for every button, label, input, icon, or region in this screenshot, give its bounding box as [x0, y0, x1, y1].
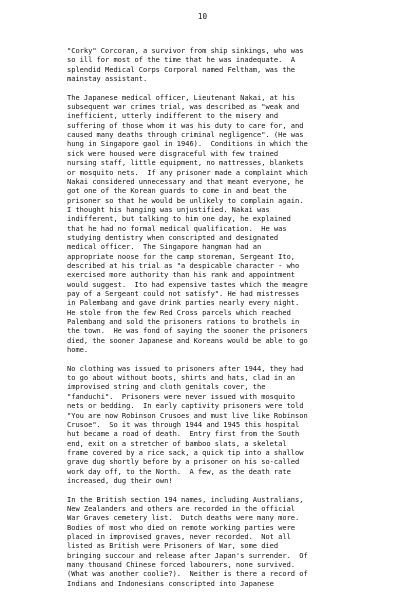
text-line: splendid Medical Corps Corporal named Feltham, was the [67, 64, 296, 74]
text-line: hut became a road of death. Entry first from the South [67, 429, 300, 439]
text-line: War Graves cemetery list. Dutch deaths were many more. [67, 513, 300, 523]
text-line: caused many deaths through criminal negligence". (He was [67, 130, 304, 140]
text-line: In the British section 194 names, including Australians, [67, 494, 304, 504]
text-line: placed in improvised graves, never recorded. Not all [67, 532, 291, 542]
text-line: end, exit on a stretcher of bamboo slats, a skeletal [67, 438, 287, 448]
text-line: in Palembang and gave drink parties nearly every night. [67, 298, 300, 308]
text-line: inefficient, utterly indifferent to the misery and [67, 111, 279, 121]
text-line: No clothing was issued to prisoners after 1944, they had [67, 363, 304, 373]
text-line: died, the sooner Japanese and Koreans would be able to go [67, 335, 308, 345]
text-line: medical officer. The Singapore hangman had an [67, 242, 262, 252]
text-line: described at his trial as "a despicable character - who [67, 260, 300, 270]
text-line: so ill for most of the time that he was inadequate. A [67, 55, 296, 65]
text-line: bringing succour and release after Japan's surrender. Of [67, 550, 308, 560]
text-line: subsequent war crimes trial, was described as "weak and [67, 102, 300, 112]
text-line: work day off, to the North. A few, as the death rate [67, 466, 291, 476]
text-line: pay of a Sergeant could not satisfy". He had mistresses [67, 288, 300, 298]
text-line: nets or bedding. In early captivity prisoners were told [67, 401, 304, 411]
text-line: exercised more authority than his rank and appointment [67, 270, 296, 280]
text-line: Palembang and sold the prisoners rations to brothels in [67, 317, 300, 327]
text-line: frame covered by a rice sack, a quick tip into a shallow [67, 447, 304, 457]
text-line: or mosquito nets. If any prisoner made a complaint which [67, 167, 308, 177]
text-line: "Corky" Corcoran, a survivor from ship sinkings, who was [67, 46, 304, 55]
page-number: 10 [197, 12, 208, 21]
text-line: studying dentistry when conscripted and designated [67, 232, 279, 242]
text-line: Nakai considered unnecessary and that meant everyone, he [67, 176, 304, 186]
text-line: (What was another coolie?). Neither is there a record of [67, 569, 308, 579]
text-line: indifferent, but talking to him one day, he explained [67, 214, 291, 224]
text-line: nursing staff, little equipment, no mattresses, blankets [67, 158, 304, 168]
text-line: improvised string and cloth genitals cover, the [67, 382, 266, 392]
text-line: He stole from the few Red Cross parcels which reached [67, 307, 291, 317]
text-line: appropriate noose for the camp storeman, Sergeant Ito, [67, 251, 296, 261]
text-line: "fanduchi". Prisoners were never issued with mosquito [67, 391, 296, 401]
page-body [67, 46, 387, 597]
text-line: that he had no formal medical qualification. He was [67, 223, 287, 233]
text-line: suffering of those whom it was his duty to care for, and [67, 120, 304, 130]
text-line: mainstay assistant. [67, 74, 148, 84]
paragraph [67, 364, 387, 485]
text-line: the town. He was fond of saying the sooner the prisoners [67, 326, 308, 336]
text-line: many thousand Chinese forced labourers, none survived. [67, 560, 296, 570]
text-line: Bodies of most who died on remote working parties were [67, 522, 296, 532]
text-line: would suggest. Ito had expensive tastes which the meagre [67, 279, 308, 289]
text-line: Indians and Indonesians conscripted into Japanese [67, 578, 274, 588]
text-line: increased, dug their own! [67, 475, 173, 485]
text-line: grave dug shortly before by a prisoner on his so-called [67, 457, 300, 467]
text-line: I thought his hanging was unjustified. Nakai was [67, 204, 270, 214]
text-line: home. [67, 345, 89, 355]
text-line: listed as British were Prisoners of War, some died [67, 541, 279, 551]
text-line: "You are now Robinson Crusoes and must live like Robinson [67, 410, 308, 420]
paragraph [67, 495, 387, 588]
text-line: The Japanese medical officer, Lieutenant Nakai, at his [67, 92, 296, 102]
text-line: Crusoe". So it was through 1944 and 1945 this hospital [67, 419, 300, 429]
text-line: prisoner so that he would be unlikely to complain again. [67, 195, 304, 205]
paragraph [67, 93, 387, 355]
text-line: New Zealanders and others are recorded in the official [67, 503, 296, 513]
text-line: hung in Singapore gaol in 1946). Conditions in which the [67, 139, 308, 149]
text-line: got one of the Korean guards to come in and beat the [67, 186, 287, 196]
text-line: to go about without boots, shirts and hats, clad in an [67, 373, 296, 383]
paragraph [67, 46, 387, 83]
text-line: sick were housed were disgraceful with few trained [67, 148, 279, 158]
